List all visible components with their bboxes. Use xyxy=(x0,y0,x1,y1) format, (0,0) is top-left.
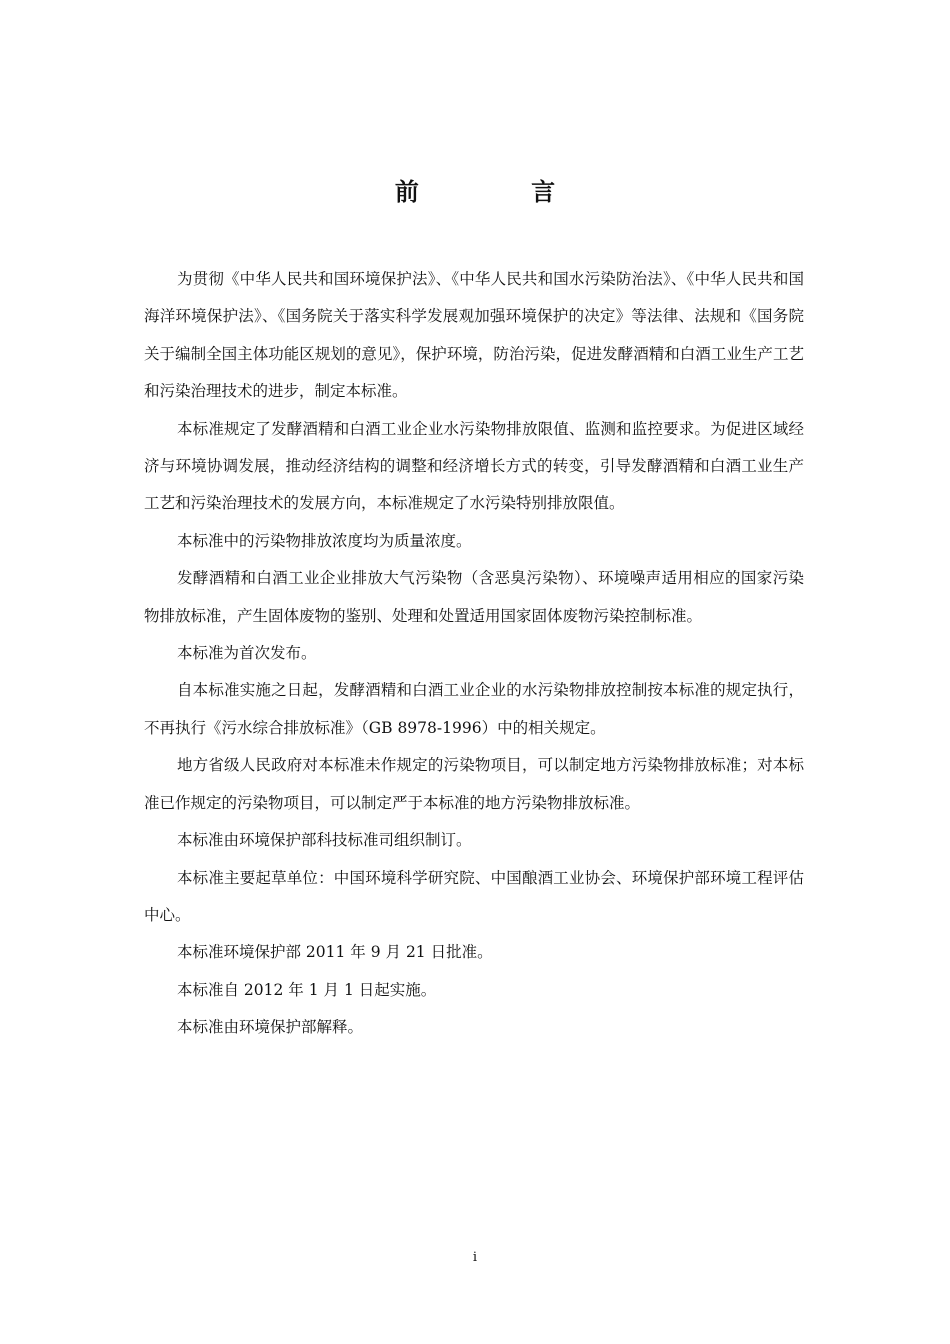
paragraph-interpretation: 本标准由环境保护部解释。 xyxy=(177,1018,364,1037)
paragraph-drafting-units: 本标准主要起草单位：中国环境科学研究院、中国酿酒工业协会、环境保护部环境工程评估中心。 xyxy=(144,868,804,924)
paragraph-purpose: 为贯彻《中华人民共和国环境保护法》、《中华人民共和国水污染防治法》、《中华人民共和国海洋环境保护法》、《国务院关于落实科学发展观加强环境保护的决定》等法律、法规和《国务院关于编制全国主体功能区规划的意见》，保护环境，防治污染，促进发酵酒精和白酒工业生产工艺和污染治理技术的进步，制定本标准。 xyxy=(144,270,804,401)
page-number: i xyxy=(472,1250,478,1265)
paragraph-implementation: 自本标准实施之日起，发酵酒精和白酒工业企业的水污染物排放控制按本标准的规定执行，不再执行《污水综合排放标准》（GB 8978-1996）中的相关规定。 xyxy=(144,681,804,737)
paragraph-organizer: 本标准由环境保护部科技标准司组织制订。 xyxy=(177,831,472,850)
paragraph-concentration: 本标准中的污染物排放浓度均为质量浓度。 xyxy=(177,531,472,550)
paragraph-approval-date: 本标准环境保护部 2011 年 9 月 21 日批准。 xyxy=(177,943,493,962)
paragraph-first-release: 本标准为首次发布。 xyxy=(177,644,317,663)
page-title: 前 言 xyxy=(394,178,608,206)
paragraph-scope: 本标准规定了发酵酒精和白酒工业企业水污染物排放限值、监测和监控要求。为促进区域经济与环境协调发展，推动经济结构的调整和经济增长方式的转变，引导发酵酒精和白酒工业生产工艺和污染治理技术的发展方向，本标准规定了水污染特别排放限值。 xyxy=(144,419,804,513)
paragraph-effective-date: 本标准自 2012 年 1 月 1 日起实施。 xyxy=(177,980,437,999)
paragraph-local-standards: 地方省级人民政府对本标准未作规定的污染物项目，可以制定地方污染物排放标准；对本标准已作规定的污染物项目，可以制定严于本标准的地方污染物排放标准。 xyxy=(144,756,804,812)
paragraph-other-pollutants: 发酵酒精和白酒工业企业排放大气污染物（含恶臭污染物）、环境噪声适用相应的国家污染物排放标准，产生固体废物的鉴别、处理和处置适用国家固体废物污染控制标准。 xyxy=(144,569,804,625)
body-text xyxy=(144,261,804,1047)
